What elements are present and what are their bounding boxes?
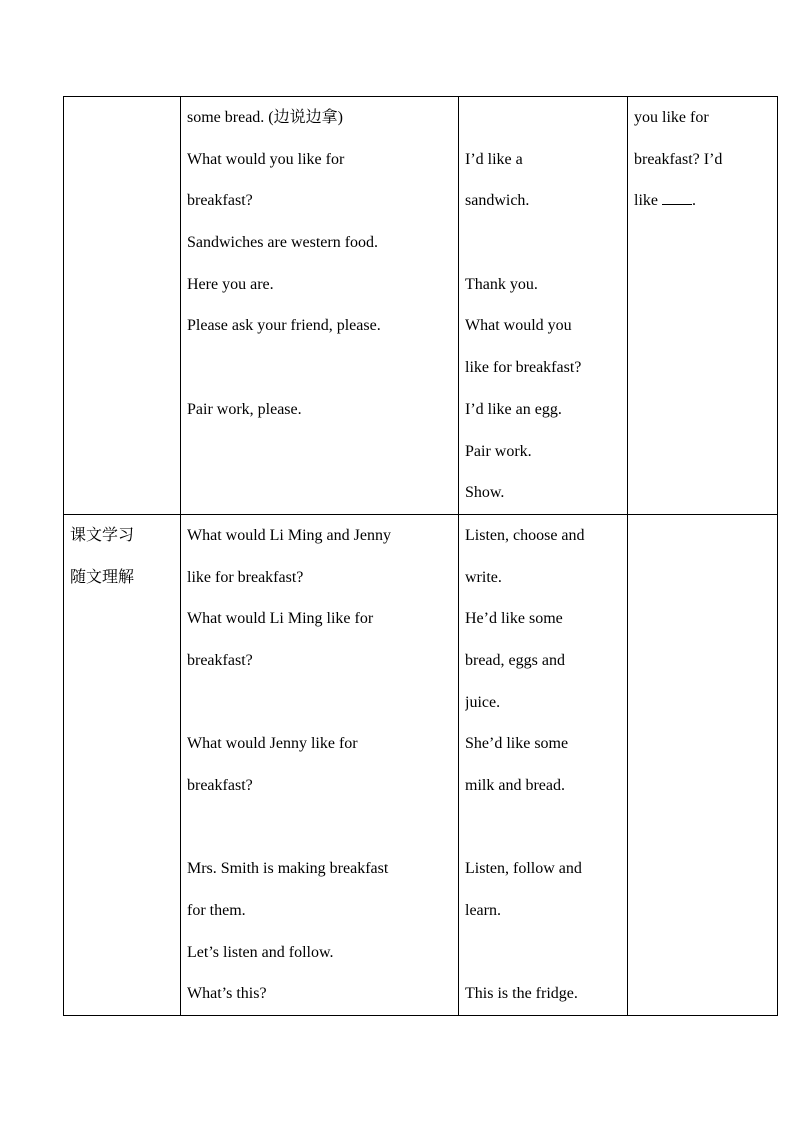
notes-cell (628, 514, 778, 1015)
section-label: 课文学习 (70, 526, 135, 544)
section-label: 随文理解 (70, 568, 135, 586)
text-line: like for breakfast? (465, 359, 582, 377)
text-line (465, 932, 621, 974)
text-line: Thank you. (465, 275, 538, 293)
text-line: Let’s listen and follow. (187, 943, 334, 961)
text-line: Sandwiches are western food. (187, 234, 379, 252)
text-line: Please ask your friend, please. (187, 317, 381, 335)
text-line: He’d like some (465, 610, 563, 628)
text-line: What would Li Ming and Jenny (187, 526, 391, 544)
text-fragment: . (692, 192, 696, 210)
text-line: What’s this? (187, 985, 267, 1003)
text-line: What would you like for (187, 150, 345, 168)
text-line (187, 347, 452, 389)
text-line: What would you (465, 317, 572, 335)
text-fragment: like (634, 192, 662, 210)
text-line: Pair work. (465, 442, 532, 460)
table-row (64, 514, 778, 1015)
text-line: What would Li Ming like for (187, 610, 374, 628)
text-line: Show. (465, 484, 505, 502)
text-line: learn. (465, 902, 501, 920)
text-line (465, 97, 621, 139)
section-label-cell (64, 97, 181, 515)
text-line: bread, eggs and (465, 651, 565, 669)
text-line: breakfast? (187, 651, 253, 669)
teacher-activity-cell (181, 514, 459, 1015)
text-line: This is the fridge. (465, 985, 578, 1003)
text-line: write. (465, 568, 502, 586)
teacher-activity-cell (181, 97, 459, 515)
table-row (64, 97, 778, 515)
text-line: breakfast? (187, 777, 253, 794)
text-line (465, 222, 621, 264)
text-line: What would Jenny like for (187, 735, 358, 753)
student-activity-cell (459, 514, 628, 1015)
text-line: for them. (187, 902, 246, 920)
text-line: Pair work, please. (187, 400, 302, 418)
text-line: She’d like some (465, 735, 569, 753)
section-label-cell (64, 514, 181, 1015)
text-line: sandwich. (465, 192, 530, 210)
text-line: some bread. (边说边拿) (187, 109, 343, 126)
text-line: you like for (634, 109, 709, 126)
text-line: like for breakfast? (187, 568, 304, 586)
text-line: Listen, choose and (465, 526, 585, 544)
text-line: breakfast? I’d (634, 150, 723, 168)
text-line: Listen, follow and (465, 860, 582, 878)
text-line: juice. (465, 693, 501, 711)
text-line (465, 807, 621, 849)
text-line-with-blank (634, 180, 771, 222)
text-line (187, 807, 452, 849)
text-line: I’d like a (465, 150, 523, 168)
text-line: Mrs. Smith is making breakfast (187, 860, 389, 878)
lesson-plan-table (63, 96, 778, 1016)
fill-in-blank (662, 190, 692, 205)
text-line: breakfast? (187, 192, 253, 210)
text-line: Here you are. (187, 275, 274, 293)
student-activity-cell (459, 97, 628, 515)
notes-cell (628, 97, 778, 515)
text-line: I’d like an egg. (465, 400, 562, 418)
text-line: milk and bread. (465, 777, 565, 794)
text-line (187, 682, 452, 724)
